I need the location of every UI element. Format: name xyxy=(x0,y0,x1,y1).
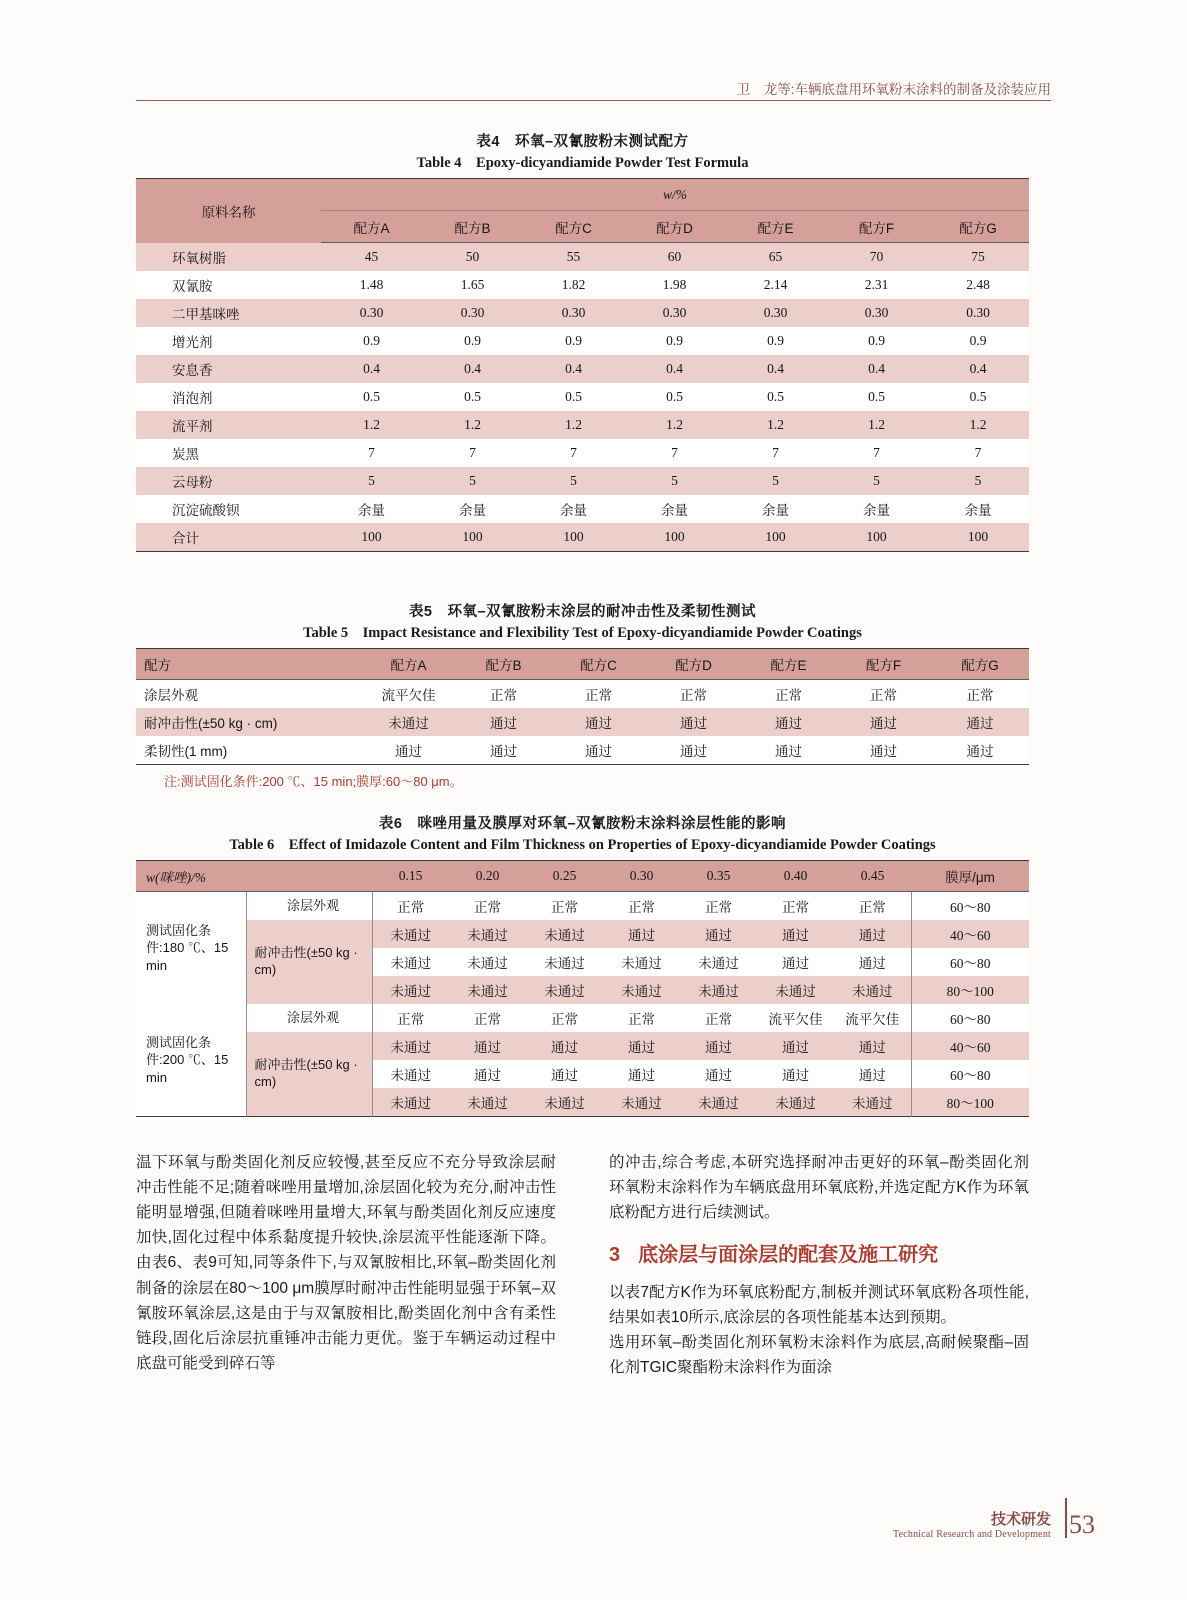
table6-cell: 正常 xyxy=(526,1004,603,1032)
page-number: 53 xyxy=(1069,1510,1095,1539)
table4-cell: 0.4 xyxy=(523,355,624,383)
section-title: 底涂层与面涂层的配套及施工研究 xyxy=(638,1244,939,1267)
footer-label-en: Technical Research and Development xyxy=(893,1529,1051,1540)
table4-cell: 2.14 xyxy=(725,271,826,299)
table6-thickness-header: 膜厚/μm xyxy=(911,861,1029,892)
table4-cell: 0.9 xyxy=(321,327,422,355)
table6 xyxy=(136,860,1029,1117)
table6-cell: 未通过 xyxy=(603,1088,680,1117)
running-head-text: 卫 龙等:车辆底盘用环氧粉末涂料的制备及涂装应用 xyxy=(736,82,1051,97)
table4-cell: 0.9 xyxy=(523,327,624,355)
table6-cell: 正常 xyxy=(449,1004,526,1032)
table4-col-header: 配方D xyxy=(624,211,725,243)
table4-cell: 余量 xyxy=(523,495,624,523)
table6-caption-en: Table 6 Effect of Imidazole Content and Film Thickness on Properties of Epoxy-dicyandiamide Powder Coatings xyxy=(229,837,936,853)
table4-caption-cn: 表4 环氧–双氰胺粉末测试配方 xyxy=(476,134,689,150)
table4-cell: 5 xyxy=(624,467,725,495)
table4-col0-header: 原料名称 xyxy=(136,179,321,243)
table6-cell: 未通过 xyxy=(526,1088,603,1117)
table4-cell: 0.5 xyxy=(826,383,927,411)
table4-cell: 0.4 xyxy=(321,355,422,383)
table5-col-header: 配方B xyxy=(456,649,551,680)
table4-cell: 2.31 xyxy=(826,271,927,299)
table4-cell: 5 xyxy=(523,467,624,495)
table4-row-name: 二甲基咪唑 xyxy=(136,299,321,327)
table5-cell: 正常 xyxy=(456,680,551,709)
table5-cell: 通过 xyxy=(741,736,836,765)
table4-row-name: 炭黑 xyxy=(136,439,321,467)
table4-unit-header: w/% xyxy=(321,179,1029,211)
table4-cell: 余量 xyxy=(725,495,826,523)
table6-cell: 未通过 xyxy=(603,948,680,976)
table4-cell: 5 xyxy=(422,467,523,495)
table6-cell: 未通过 xyxy=(834,1088,911,1117)
table5-col-header: 配方E xyxy=(741,649,836,680)
table6-cell: 未通过 xyxy=(526,920,603,948)
table6-cell: 通过 xyxy=(680,1032,757,1060)
table4-cell: 0.9 xyxy=(826,327,927,355)
table4-cell: 7 xyxy=(624,439,725,467)
table4-cell: 5 xyxy=(927,467,1029,495)
table6-thickness: 80～100 xyxy=(911,1088,1029,1117)
table-row xyxy=(136,523,1029,552)
table-row xyxy=(136,1032,1029,1060)
table4-cell: 0.5 xyxy=(927,383,1029,411)
table4-cell: 0.9 xyxy=(725,327,826,355)
table4-col-header: 配方F xyxy=(826,211,927,243)
table6-level-header: 0.40 xyxy=(757,861,834,892)
table4-row-name: 云母粉 xyxy=(136,467,321,495)
table4-cell: 1.2 xyxy=(725,411,826,439)
table6-cell: 未通过 xyxy=(834,976,911,1004)
table4-cell: 7 xyxy=(321,439,422,467)
table4-block xyxy=(136,130,1029,552)
table4-cell: 100 xyxy=(422,523,523,552)
table4 xyxy=(136,178,1029,552)
table6-cell: 正常 xyxy=(757,892,834,921)
table4-row-name: 安息香 xyxy=(136,355,321,383)
table5-col-header: 配方F xyxy=(836,649,931,680)
table4-cell: 1.48 xyxy=(321,271,422,299)
table6-cell: 通过 xyxy=(526,1032,603,1060)
table-row xyxy=(136,495,1029,523)
table4-cell: 2.48 xyxy=(927,271,1029,299)
table5-caption-cn: 表5 环氧–双氰胺粉末涂层的耐冲击性及柔韧性测试 xyxy=(408,604,757,620)
table4-cell: 1.2 xyxy=(927,411,1029,439)
table4-cell: 1.82 xyxy=(523,271,624,299)
table-row xyxy=(136,708,1029,736)
footer-label-cn: 技术研发 xyxy=(990,1511,1051,1528)
table4-cell: 余量 xyxy=(826,495,927,523)
table4-row-name: 合计 xyxy=(136,523,321,552)
footer-divider xyxy=(1065,1498,1067,1538)
table5 xyxy=(136,648,1029,765)
table4-cell: 0.30 xyxy=(523,299,624,327)
table5-col0-header: 配方 xyxy=(136,649,361,680)
table6-level-header: 0.15 xyxy=(372,861,449,892)
table4-cell: 0.9 xyxy=(624,327,725,355)
table4-cell: 0.30 xyxy=(927,299,1029,327)
table6-thickness: 60～80 xyxy=(911,892,1029,921)
table6-cell: 正常 xyxy=(449,892,526,921)
table5-cell: 通过 xyxy=(361,736,456,765)
table6-level-header: 0.20 xyxy=(449,861,526,892)
table4-cell: 0.5 xyxy=(624,383,725,411)
section-number: 3 xyxy=(609,1244,621,1267)
table4-cell: 1.98 xyxy=(624,271,725,299)
table5-cell: 通过 xyxy=(646,736,741,765)
table5-col-header: 配方G xyxy=(931,649,1029,680)
table4-cell: 余量 xyxy=(624,495,725,523)
table6-property: 涂层外观 xyxy=(246,892,372,921)
table4-cell: 0.4 xyxy=(725,355,826,383)
table6-level-header: 0.35 xyxy=(680,861,757,892)
table4-row-name: 环氧树脂 xyxy=(136,243,321,272)
table4-cell: 1.2 xyxy=(624,411,725,439)
table5-cell: 通过 xyxy=(551,736,646,765)
table5-cell: 通过 xyxy=(456,708,551,736)
body-column-right xyxy=(609,1150,1029,1380)
table4-cell: 100 xyxy=(725,523,826,552)
table5-cell: 通过 xyxy=(456,736,551,765)
table6-cell: 未通过 xyxy=(372,1032,449,1060)
table5-col-header: 配方D xyxy=(646,649,741,680)
table6-cell: 正常 xyxy=(372,892,449,921)
table4-cell: 55 xyxy=(523,243,624,272)
table6-cell: 通过 xyxy=(680,1060,757,1088)
table6-level-header: 0.45 xyxy=(834,861,911,892)
table6-cell: 通过 xyxy=(834,1032,911,1060)
table-row xyxy=(136,1004,1029,1032)
table5-cell: 通过 xyxy=(836,736,931,765)
table4-row-name: 沉淀硫酸钡 xyxy=(136,495,321,523)
table4-cell: 0.30 xyxy=(321,299,422,327)
table6-cell: 正常 xyxy=(603,1004,680,1032)
table4-row-name: 流平剂 xyxy=(136,411,321,439)
table6-cell: 通过 xyxy=(757,1032,834,1060)
table6-caption-cn: 表6 咪唑用量及膜厚对环氧–双氰胺粉末涂料涂层性能的影响 xyxy=(378,816,787,832)
table6-cell: 未通过 xyxy=(449,976,526,1004)
table4-cell: 70 xyxy=(826,243,927,272)
table6-cell: 通过 xyxy=(757,948,834,976)
table4-cell: 7 xyxy=(422,439,523,467)
paragraph-right-1: 的冲击,综合考虑,本研究选择耐冲击更好的环氧–酚类固化剂环氧粉末涂料作为车辆底盘用环氧底粉,并选定配方K作为环氧底粉配方进行后续测试。 xyxy=(609,1154,1029,1222)
table-row xyxy=(136,355,1029,383)
table6-cell: 未通过 xyxy=(680,1088,757,1117)
table6-thickness: 40～60 xyxy=(911,920,1029,948)
table5-cell: 通过 xyxy=(836,708,931,736)
table6-cell: 通过 xyxy=(526,1060,603,1088)
table4-col-header: 配方B xyxy=(422,211,523,243)
table5-cell: 正常 xyxy=(646,680,741,709)
table4-col-header: 配方A xyxy=(321,211,422,243)
table6-property: 耐冲击性(±50 kg · cm) xyxy=(246,1032,372,1117)
table5-cell: 通过 xyxy=(931,736,1029,765)
table6-cell: 正常 xyxy=(526,892,603,921)
table6-cell: 未通过 xyxy=(449,920,526,948)
table6-cell: 未通过 xyxy=(449,1088,526,1117)
table4-cell: 5 xyxy=(321,467,422,495)
table4-cell: 100 xyxy=(624,523,725,552)
table4-cell: 75 xyxy=(927,243,1029,272)
table4-cell: 100 xyxy=(523,523,624,552)
table6-thickness: 80～100 xyxy=(911,976,1029,1004)
table4-cell: 100 xyxy=(321,523,422,552)
paragraph-right-3: 选用环氧–酚类固化剂环氧粉末涂料作为底层,高耐候聚酯–固化剂TGIC聚酯粉末涂料作为面涂 xyxy=(609,1333,1029,1377)
table4-cell: 7 xyxy=(523,439,624,467)
table6-level-header: 0.30 xyxy=(603,861,680,892)
table4-row-name: 双氰胺 xyxy=(136,271,321,299)
table6-cell: 未通过 xyxy=(757,1088,834,1117)
table6-cell: 通过 xyxy=(449,1032,526,1060)
table5-cell: 未通过 xyxy=(361,708,456,736)
table6-cell: 通过 xyxy=(834,948,911,976)
table5-cell: 流平欠佳 xyxy=(361,680,456,709)
table6-cell: 未通过 xyxy=(680,976,757,1004)
table6-cell: 未通过 xyxy=(372,1088,449,1117)
table5-cell: 通过 xyxy=(931,708,1029,736)
table5-cell: 正常 xyxy=(741,680,836,709)
table4-cell: 7 xyxy=(927,439,1029,467)
table6-cell: 通过 xyxy=(603,1060,680,1088)
table6-cell: 通过 xyxy=(680,920,757,948)
table6-level-header: 0.25 xyxy=(526,861,603,892)
table6-cell: 通过 xyxy=(603,1032,680,1060)
table6-thickness: 40～60 xyxy=(911,1032,1029,1060)
table5-row-name: 涂层外观 xyxy=(136,680,361,709)
table-row xyxy=(136,467,1029,495)
table5-cell: 正常 xyxy=(931,680,1029,709)
table4-cell: 余量 xyxy=(927,495,1029,523)
table5-row-name: 柔韧性(1 mm) xyxy=(136,736,361,765)
table4-cell: 1.2 xyxy=(826,411,927,439)
table-row xyxy=(136,299,1029,327)
table4-cell: 0.4 xyxy=(624,355,725,383)
table6-cell: 未通过 xyxy=(372,948,449,976)
paragraph-right-2: 以表7配方K作为环氧底粉配方,制板并测试环氧底粉各项性能,结果如表10所示,底涂层的各项性能基本达到预期。 xyxy=(609,1283,1029,1326)
table4-cell: 余量 xyxy=(422,495,523,523)
table-row xyxy=(136,920,1029,948)
table4-cell: 60 xyxy=(624,243,725,272)
table5-cell: 正常 xyxy=(551,680,646,709)
table6-condition: 测试固化条件:200 ℃、15 min xyxy=(136,1004,246,1117)
table4-caption-en: Table 4 Epoxy-dicyandiamide Powder Test Formula xyxy=(416,155,749,171)
table-row xyxy=(136,327,1029,355)
table4-cell: 1.2 xyxy=(523,411,624,439)
header-rule xyxy=(136,100,1051,101)
table-row xyxy=(136,243,1029,272)
table5-block xyxy=(136,600,1029,790)
table5-col-header: 配方A xyxy=(361,649,456,680)
table4-col-header: 配方G xyxy=(927,211,1029,243)
table4-cell: 0.5 xyxy=(321,383,422,411)
table6-block xyxy=(136,812,1029,1117)
table4-cell: 100 xyxy=(826,523,927,552)
paragraph-left: 温下环氧与酚类固化剂反应较慢,甚至反应不充分导致涂层耐冲击性能不足;随着咪唑用量增加,涂层固化较为充分,耐冲击性能明显增强,但随着咪唑用量增大,环氧与酚类固化剂反应速度加快,固化过程中体系黏度提升较快,涂层流平性能逐渐下降。由表6、表9可知,同等条件下,与双氰胺相比,环氧–酚类固化剂制备的涂层在80～100 μm膜厚时耐冲击性能明显强于环氧–双氰胺环氧涂层,这是由于与双氰胺相比,酚类固化剂中含有柔性链段,固化后涂层抗重锤冲击能力更优。鉴于车辆运动过程中底盘可能受到碎石等 xyxy=(136,1154,556,1372)
table4-row-name: 增光剂 xyxy=(136,327,321,355)
table4-cell: 45 xyxy=(321,243,422,272)
table6-cell: 未通过 xyxy=(449,948,526,976)
table4-cell: 5 xyxy=(826,467,927,495)
table4-cell: 0.30 xyxy=(422,299,523,327)
table4-col-header: 配方C xyxy=(523,211,624,243)
table6-cell: 未通过 xyxy=(372,1060,449,1088)
table6-property: 涂层外观 xyxy=(246,1004,372,1032)
table6-cell: 未通过 xyxy=(526,976,603,1004)
table6-cell: 未通过 xyxy=(603,976,680,1004)
table4-cell: 0.30 xyxy=(826,299,927,327)
table5-caption-en: Table 5 Impact Resistance and Flexibility Test of Epoxy-dicyandiamide Powder Coatings xyxy=(303,625,862,641)
table4-cell: 100 xyxy=(927,523,1029,552)
table5-cell: 通过 xyxy=(646,708,741,736)
table6-cell: 正常 xyxy=(372,1004,449,1032)
table6-cell: 正常 xyxy=(603,892,680,921)
table5-cell: 通过 xyxy=(741,708,836,736)
table6-cell: 未通过 xyxy=(526,948,603,976)
table4-cell: 7 xyxy=(826,439,927,467)
table4-col-header: 配方E xyxy=(725,211,826,243)
table6-cell: 流平欠佳 xyxy=(757,1004,834,1032)
table6-cell: 通过 xyxy=(834,920,911,948)
table-row xyxy=(136,439,1029,467)
table5-col-header: 配方C xyxy=(551,649,646,680)
table4-row-name: 消泡剂 xyxy=(136,383,321,411)
table5-cell: 正常 xyxy=(836,680,931,709)
table6-condition: 测试固化条件:180 ℃、15 min xyxy=(136,892,246,1005)
table6-cell: 未通过 xyxy=(372,976,449,1004)
table4-cell: 65 xyxy=(725,243,826,272)
table6-property: 耐冲击性(±50 kg · cm) xyxy=(246,920,372,1004)
body-column-left xyxy=(136,1150,556,1376)
table6-cell: 未通过 xyxy=(372,920,449,948)
table6-cell: 正常 xyxy=(680,1004,757,1032)
table6-cell: 正常 xyxy=(680,892,757,921)
table4-cell: 0.9 xyxy=(422,327,523,355)
running-head xyxy=(136,78,1051,98)
table6-thickness: 60～80 xyxy=(911,1004,1029,1032)
table4-cell: 0.30 xyxy=(725,299,826,327)
page-footer xyxy=(893,1508,1095,1540)
table5-row-name: 耐冲击性(±50 kg · cm) xyxy=(136,708,361,736)
table4-cell: 0.9 xyxy=(927,327,1029,355)
table6-cell: 通过 xyxy=(757,920,834,948)
table6-cell: 通过 xyxy=(449,1060,526,1088)
section-heading xyxy=(609,1239,1029,1271)
table4-cell: 1.2 xyxy=(422,411,523,439)
table6-cell: 通过 xyxy=(603,920,680,948)
table4-cell: 0.4 xyxy=(422,355,523,383)
table4-cell: 7 xyxy=(725,439,826,467)
table5-note: 注:测试固化条件:200 ℃、15 min;膜厚:60～80 μm。 xyxy=(164,774,463,789)
table4-cell: 0.4 xyxy=(826,355,927,383)
table4-cell: 余量 xyxy=(321,495,422,523)
table-row xyxy=(136,680,1029,709)
table6-cell: 正常 xyxy=(834,892,911,921)
table4-cell: 0.4 xyxy=(927,355,1029,383)
table5-cell: 通过 xyxy=(551,708,646,736)
table4-cell: 1.65 xyxy=(422,271,523,299)
table4-cell: 50 xyxy=(422,243,523,272)
table6-cell: 未通过 xyxy=(757,976,834,1004)
table4-cell: 0.5 xyxy=(523,383,624,411)
table-row xyxy=(136,411,1029,439)
table4-cell: 0.5 xyxy=(725,383,826,411)
table6-cell: 通过 xyxy=(834,1060,911,1088)
table-row xyxy=(136,271,1029,299)
table6-thickness: 60～80 xyxy=(911,948,1029,976)
table-row xyxy=(136,736,1029,765)
table6-header-label: w(咪唑)/% xyxy=(136,861,372,892)
table6-thickness: 60～80 xyxy=(911,1060,1029,1088)
table4-cell: 0.30 xyxy=(624,299,725,327)
table6-cell: 未通过 xyxy=(680,948,757,976)
table-row xyxy=(136,383,1029,411)
table4-cell: 0.5 xyxy=(422,383,523,411)
table4-cell: 5 xyxy=(725,467,826,495)
table6-cell: 通过 xyxy=(757,1060,834,1088)
table4-cell: 1.2 xyxy=(321,411,422,439)
table-row xyxy=(136,892,1029,921)
table6-cell: 流平欠佳 xyxy=(834,1004,911,1032)
